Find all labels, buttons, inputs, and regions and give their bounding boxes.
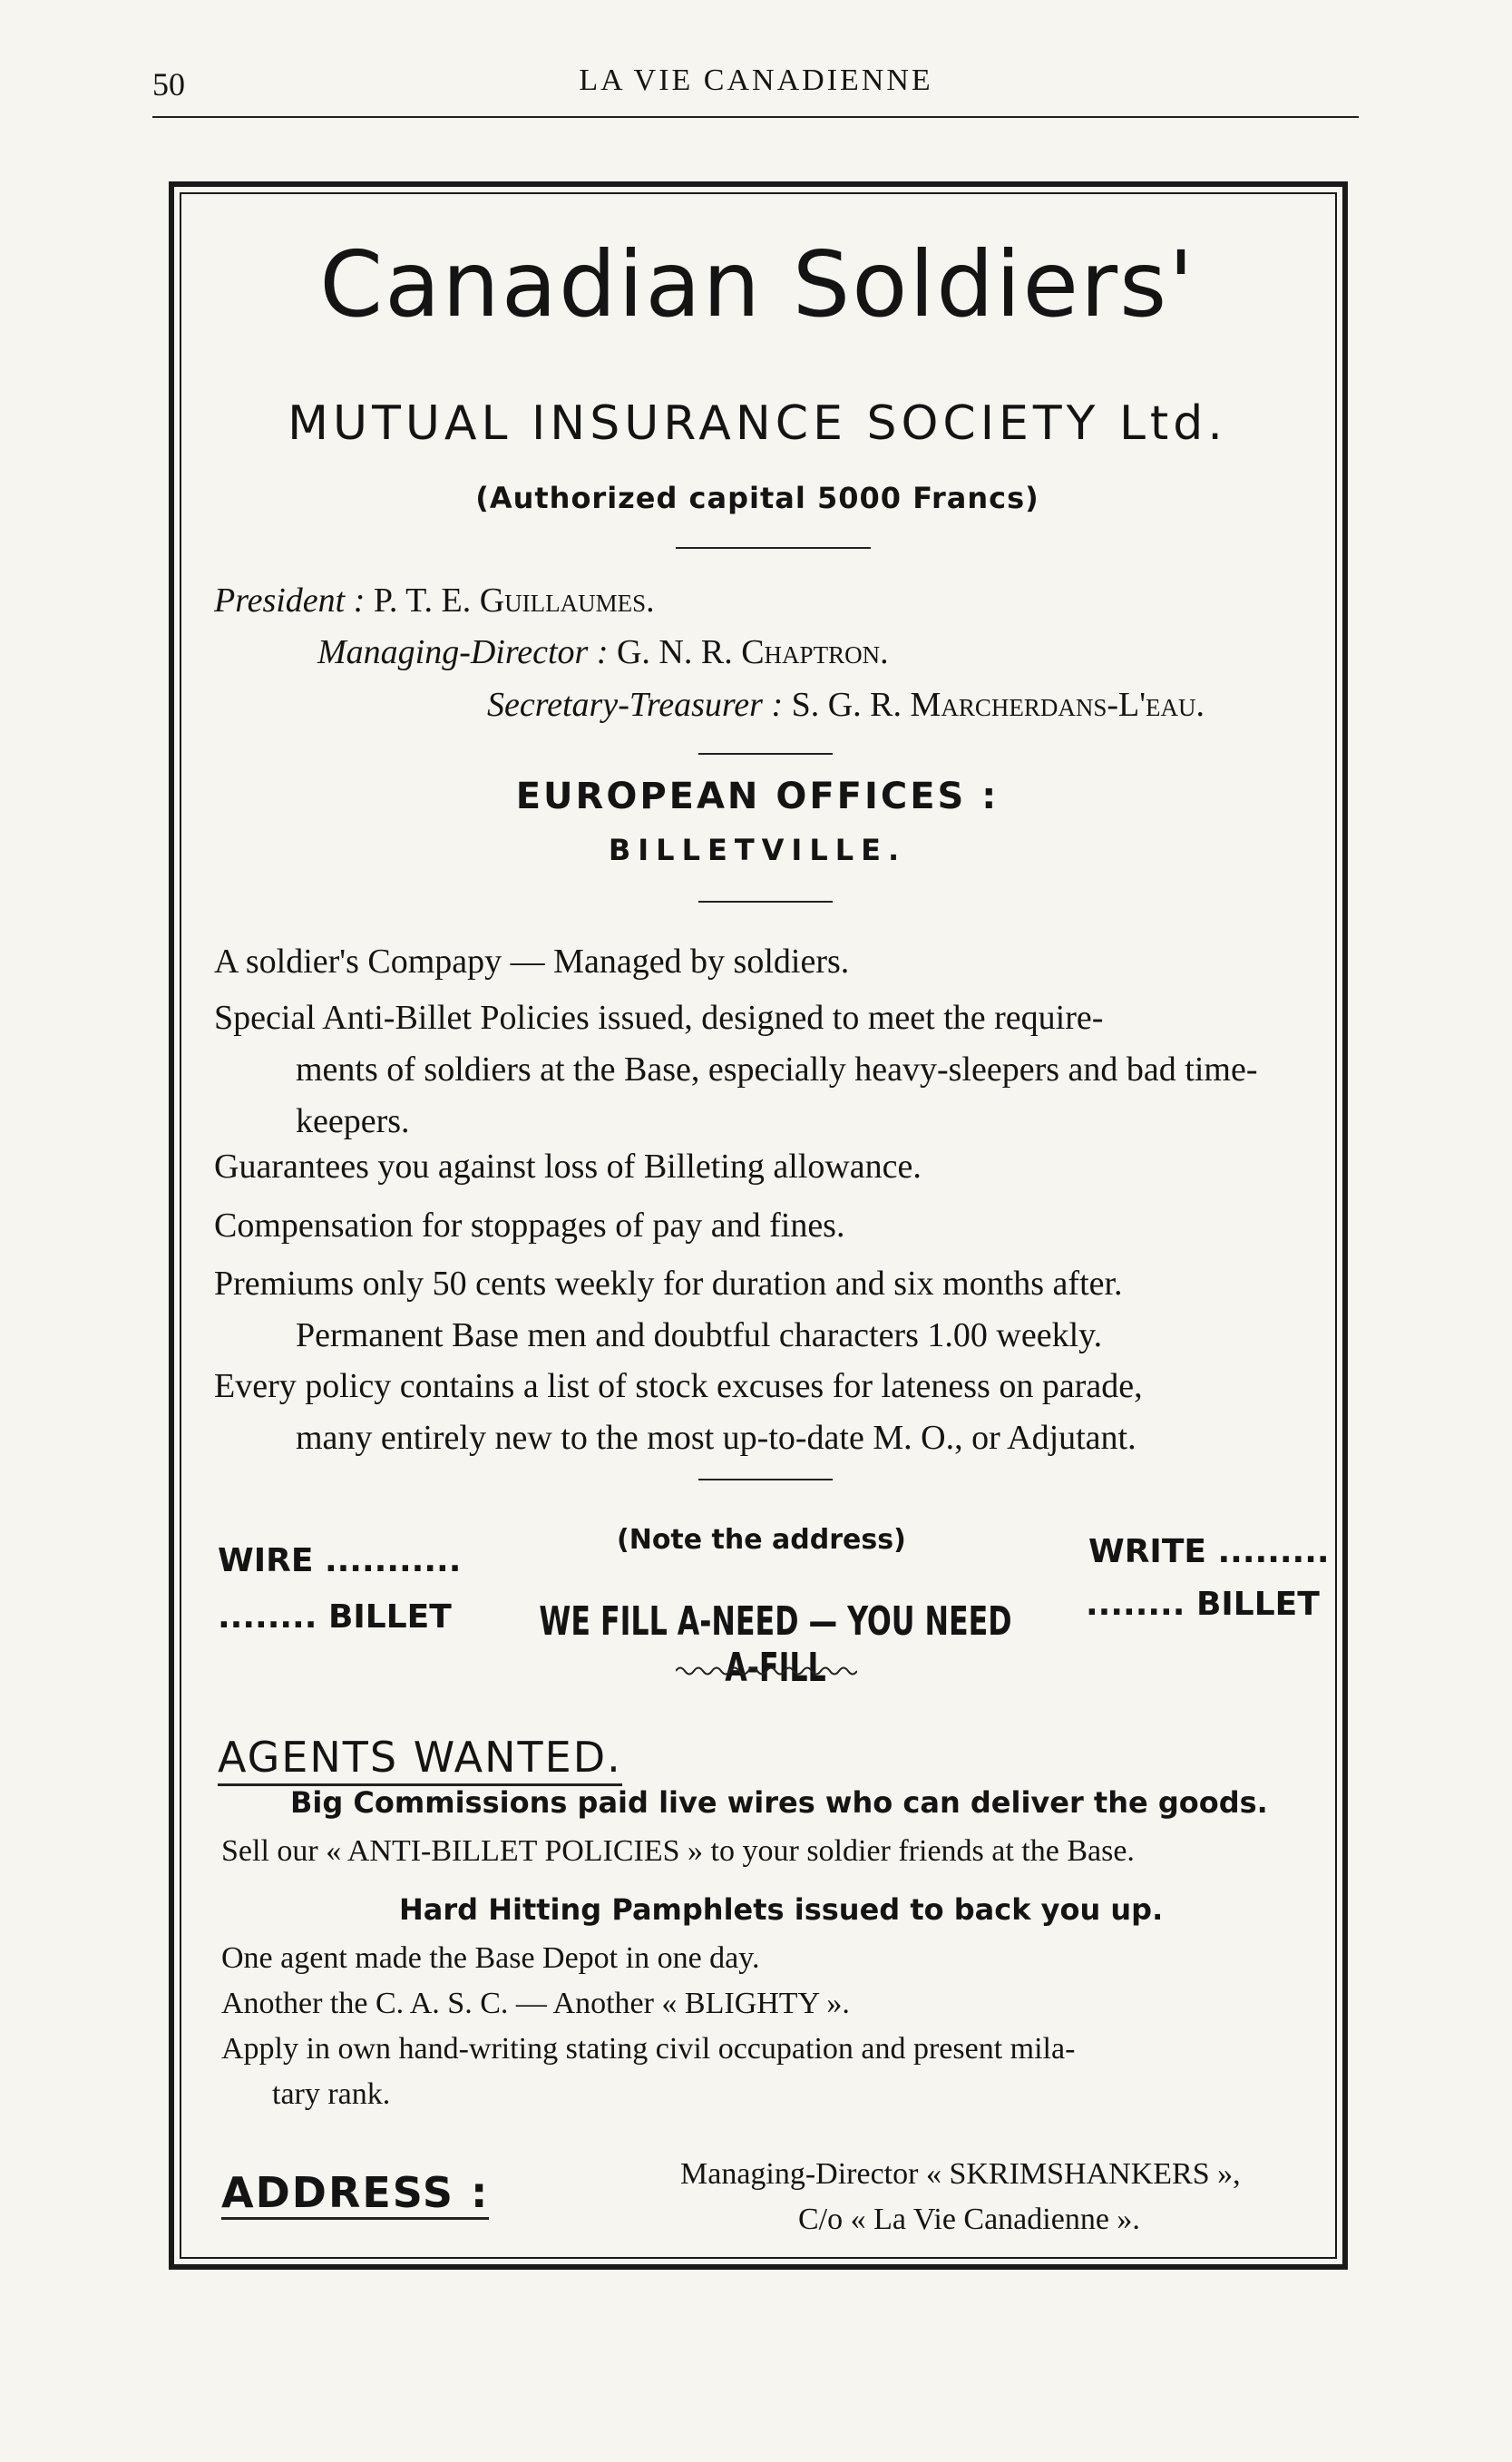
feature-line: A soldier's Compapy — Managed by soldiers. [214,943,850,981]
agents-line: tary rank. [272,2077,391,2111]
slogan: WE FILL A-NEED — YOU NEED A-FILL [539,1598,1012,1691]
feature-line: Every policy contains a list of stock excuses for lateness on parade, [214,1367,1143,1405]
feature-line: Premiums only 50 cents weekly for duration and six months after. [214,1265,1123,1303]
agents-line: Hard Hitting Pamphlets issued to back you up. [399,1892,1164,1927]
officer-role: Secretary-Treasurer : [487,686,784,724]
officer-managing-director [317,632,889,672]
agents-line: Big Commissions paid live wires who can deliver the goods. [290,1785,1268,1820]
feature-item [214,1200,1330,1252]
offices-heading: EUROPEAN OFFICES : [515,776,1000,817]
offices-place: BILLETVILLE. [608,833,907,867]
feature-line: Guarantees you against loss of Billeting allowance. [214,1148,922,1186]
officer-name: G. N. R. Chaptron. [616,633,889,671]
wire-label: WIRE ........... [218,1542,462,1579]
divider [698,1479,833,1480]
agents-heading: AGENTS WANTED. [218,1733,622,1786]
header-rule [152,116,1359,118]
wavy-divider [676,1665,857,1677]
running-title: LA VIE CANADIENNE [579,64,933,97]
feature-item [214,936,1330,988]
feature-continuation: many entirely new to the most up-to-date M. O., or Adjutant. [296,1419,1136,1457]
divider [676,547,871,549]
officer-name: S. G. R. Marcherdans-L'eau. [791,686,1205,724]
agents-line: One agent made the Base Depot in one day. [221,1941,760,1975]
officer-president [214,581,655,620]
feature-item [214,1361,1330,1464]
agents-line: Apply in own hand-writing stating civil occupation and present mila- [221,2032,1076,2066]
feature-item [214,1141,1330,1193]
officer-role: President : [214,581,366,620]
agents-line: Another the C. A. S. C. — Another « BLIGHTY ». [221,1987,850,2020]
write-label: WRITE ......... [1088,1533,1330,1570]
capital-note: (Authorized capital 5000 Francs) [475,481,1039,515]
divider [698,901,833,903]
divider [698,753,833,755]
address-label: ADDRESS : [221,2168,489,2220]
page-number: 50 [152,66,185,103]
feature-continuation: ments of soldiers at the Base, especially heavy-sleepers and bad time-keepers. [296,1050,1258,1140]
officer-role: Managing-Director : [317,633,609,671]
ad-subtitle: MUTUAL INSURANCE SOCIETY Ltd. [288,396,1227,451]
address-note: (Note the address) [617,1524,906,1556]
feature-item [214,992,1330,1148]
feature-item [214,1258,1330,1362]
address-line: C/o « La Vie Canadienne ». [798,2203,1140,2236]
ad-title: Canadian Soldiers' [319,231,1195,337]
address-line: Managing-Director « SKRIMSHANKERS », [680,2157,1241,2191]
officer-secretary-treasurer [487,685,1205,725]
agents-line: Sell our « ANTI-BILLET POLICIES » to your soldier friends at the Base. [221,1834,1135,1868]
feature-continuation: Permanent Base men and doubtful characters 1.00 weekly. [296,1316,1103,1354]
billet-right: ........ BILLET [1086,1586,1320,1623]
feature-line: Compensation for stoppages of pay and fines. [214,1207,845,1245]
officer-name: P. T. E. Guillaumes. [373,581,655,620]
feature-line: Special Anti-Billet Policies issued, designed to meet the require- [214,999,1104,1037]
billet-left: ........ BILLET [218,1598,452,1636]
